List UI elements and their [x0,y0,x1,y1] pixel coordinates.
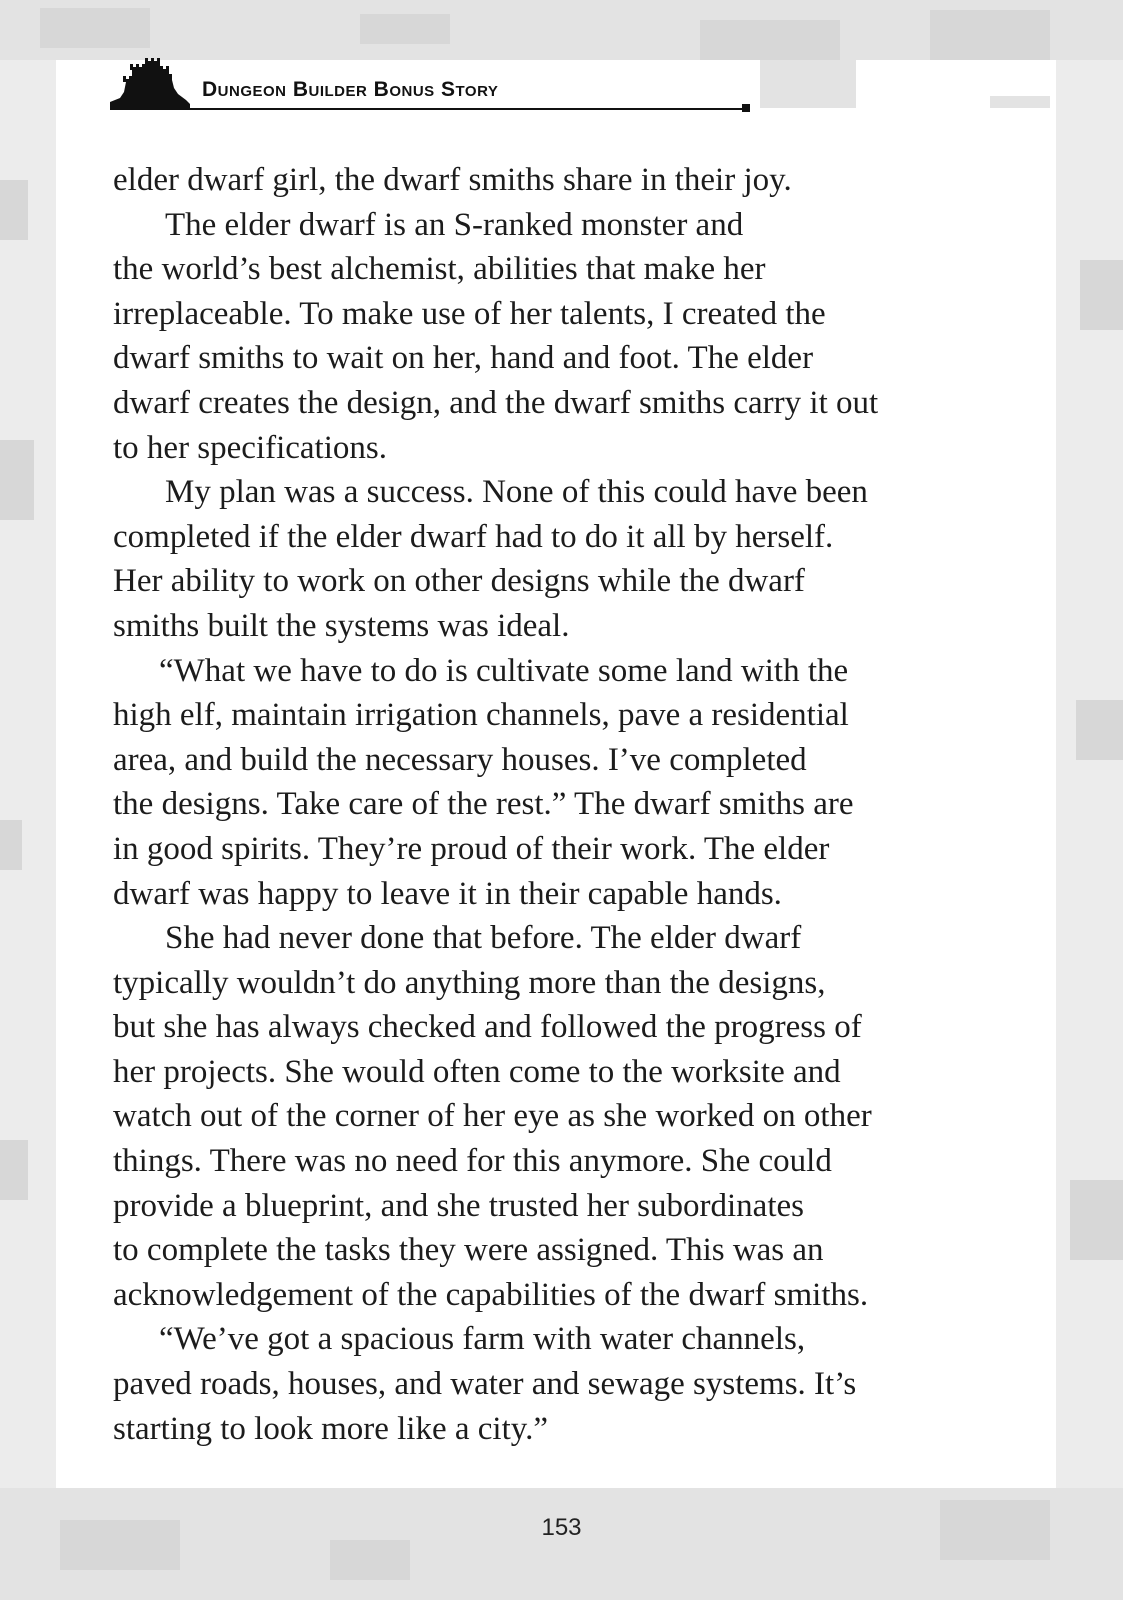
text-line: acknowledgement of the capabilities of the dwarf smiths. [113,1276,869,1313]
text-line: typically wouldn’t do anything more than the designs, [113,964,826,1001]
text-line: provide a blueprint, and she trusted her subordinates [113,1187,804,1224]
page-number: 153 [541,1514,582,1541]
text-line: “We’ve got a spacious farm with water channels, [159,1321,806,1358]
background-tile [1080,260,1123,330]
background-tile [760,60,856,108]
text-line: but she has always checked and followed the progress of [113,1009,862,1046]
text-line: to her specifications. [113,429,387,466]
text-line: irreplaceable. To make use of her talents, I created the [113,295,826,332]
text-line: in good spirits. They’re proud of their work. The elder [113,830,830,867]
background-tile [0,180,28,240]
paragraph [113,203,993,471]
text-line: smiths built the systems was ideal. [113,607,570,644]
header-rule-endcap [742,104,750,112]
text-line: She had never done that before. The elder dwarf [165,920,802,957]
text-line: the world’s best alchemist, abilities that make her [113,251,766,288]
background-tile [1076,700,1123,760]
paragraph [113,470,993,648]
text-line: My plan was a success. None of this could have been [165,474,868,511]
background-tile [0,440,34,520]
background-tile [0,820,22,870]
paragraph [113,158,993,203]
text-line: things. There was no need for this anymore. She could [113,1143,832,1180]
text-line: elder dwarf girl, the dwarf smiths share in their joy. [113,162,792,198]
text-line: watch out of the corner of her eye as she worked on other [113,1098,872,1135]
paragraph [113,649,993,917]
background-tile [360,14,450,44]
story-body [113,158,993,1451]
text-line: starting to look more like a city.” [113,1410,548,1447]
text-line: completed if the elder dwarf had to do it all by herself. [113,518,834,555]
text-line: to complete the tasks they were assigned. This was an [113,1232,824,1269]
background-tile [40,8,150,48]
text-line: dwarf creates the design, and the dwarf smiths carry it out [113,384,879,421]
text-line: “What we have to do is cultivate some land with the [159,652,849,689]
text-line: high elf, maintain irrigation channels, pave a residential [113,697,849,734]
paragraph [113,916,993,1317]
background-tile [1070,1180,1123,1260]
background-tile [330,1540,410,1580]
running-header [110,52,750,114]
header-title: Dungeon Builder Bonus Story [202,78,499,101]
background-tile [930,10,1050,60]
text-line: dwarf smiths to wait on her, hand and foot. The elder [113,340,814,377]
castle-icon [110,52,190,110]
header-rule [110,108,746,110]
text-line: the designs. Take care of the rest.” The dwarf smiths are [113,786,854,823]
text-line: paved roads, houses, and water and sewage systems. It’s [113,1366,857,1403]
text-line: area, and build the necessary houses. I’ve completed [113,741,807,778]
text-line: The elder dwarf is an S-ranked monster and [165,206,744,243]
text-line: Her ability to work on other designs while the dwarf [113,563,805,600]
background-tile [0,1140,28,1200]
text-line: her projects. She would often come to the worksite and [113,1053,841,1090]
paragraph [113,1317,993,1451]
text-line: dwarf was happy to leave it in their capable hands. [113,875,782,912]
